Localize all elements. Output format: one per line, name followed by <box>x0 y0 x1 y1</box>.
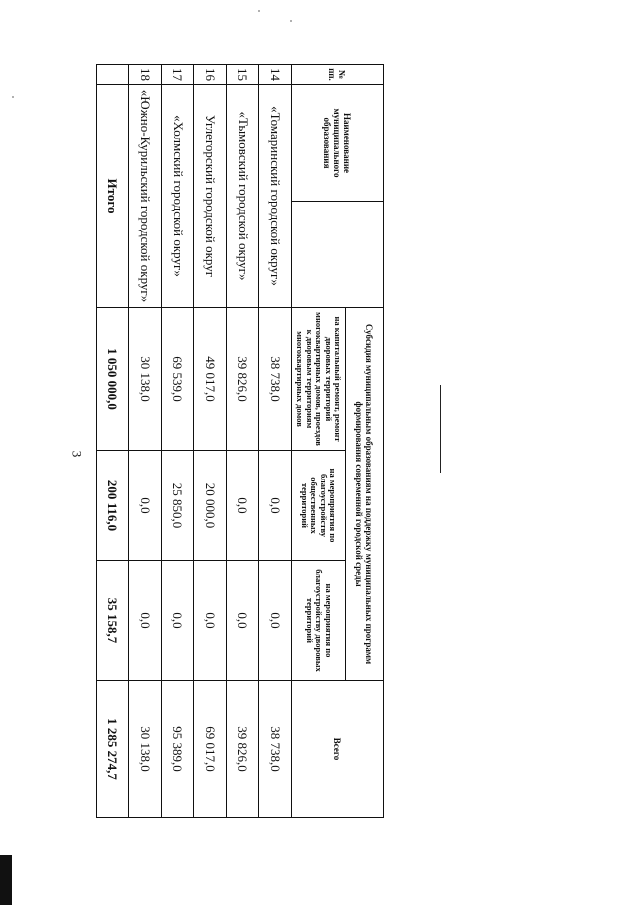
totals-total: 1 285 274,7 <box>97 681 130 818</box>
row-yard-areas: 0,0 <box>259 561 292 681</box>
rotated-table-area <box>96 64 384 817</box>
row-name: «Томаринский городской округ» <box>259 85 292 308</box>
row-num: 16 <box>194 65 227 85</box>
table-row <box>162 65 195 818</box>
row-total: 95 389,0 <box>162 681 195 818</box>
row-capital-repair: 38 738,0 <box>259 308 292 451</box>
row-name: Углегорский городской округ <box>194 85 227 308</box>
row-capital-repair: 69 539,0 <box>162 308 195 451</box>
row-capital-repair: 30 138,0 <box>129 308 162 451</box>
row-name: «Южно-Курильский городской округ» <box>129 85 162 308</box>
totals-public-areas: 200 116,0 <box>97 451 130 561</box>
header-public-areas: на мероприятия по благоустройству общественных территорий <box>292 451 346 561</box>
header-capital-repair: на капитальный ремонт, ремонт дворовых территорий многоквартирных домов, проездов к дворовым территориям многоквартирных домов <box>292 308 346 451</box>
row-name: «Тымовский городской округ» <box>227 85 260 308</box>
row-total: 30 138,0 <box>129 681 162 818</box>
row-name: «Холмский городской округ» <box>162 85 195 308</box>
scan-speck <box>258 10 260 12</box>
binding-mark <box>0 855 12 905</box>
header-name: Наименование муниципального образования <box>292 85 384 202</box>
row-total: 69 017,0 <box>194 681 227 818</box>
row-total: 38 738,0 <box>259 681 292 818</box>
row-yard-areas: 0,0 <box>129 561 162 681</box>
row-total: 39 826,0 <box>227 681 260 818</box>
row-capital-repair: 49 017,0 <box>194 308 227 451</box>
row-num: 17 <box>162 65 195 85</box>
table-row <box>227 65 260 818</box>
header-num: № пп. <box>292 65 384 85</box>
header-yard-areas: на мероприятия по благоустройству дворовых территорий <box>292 561 346 681</box>
subsidy-table <box>96 64 384 818</box>
table-row <box>259 65 292 818</box>
signature-line <box>440 385 441 473</box>
row-public-areas: 20 000,0 <box>194 451 227 561</box>
table-row <box>129 65 162 818</box>
header-spacer <box>292 202 384 308</box>
totals-yard-areas: 35 158,7 <box>97 561 130 681</box>
row-num: 15 <box>227 65 260 85</box>
totals-label: Итого <box>97 85 130 308</box>
scan-speck <box>290 20 292 22</box>
row-num: 14 <box>259 65 292 85</box>
page-number: 3 <box>69 450 85 458</box>
row-public-areas: 0,0 <box>227 451 260 561</box>
row-public-areas: 0,0 <box>259 451 292 561</box>
header-total: Всего <box>292 681 384 818</box>
row-yard-areas: 0,0 <box>194 561 227 681</box>
totals-row <box>97 65 130 818</box>
row-public-areas: 0,0 <box>129 451 162 561</box>
table-row <box>194 65 227 818</box>
table-rotator <box>96 64 384 817</box>
row-capital-repair: 39 826,0 <box>227 308 260 451</box>
row-yard-areas: 0,0 <box>162 561 195 681</box>
header-subsidy-group: Субсидия муниципальным образованиям на поддержку муниципальных программ формирования современной городской среды <box>346 308 384 681</box>
totals-num <box>97 65 130 85</box>
row-yard-areas: 0,0 <box>227 561 260 681</box>
row-num: 18 <box>129 65 162 85</box>
totals-capital-repair: 1 050 000,0 <box>97 308 130 451</box>
scan-speck <box>12 96 14 98</box>
row-public-areas: 25 850,0 <box>162 451 195 561</box>
